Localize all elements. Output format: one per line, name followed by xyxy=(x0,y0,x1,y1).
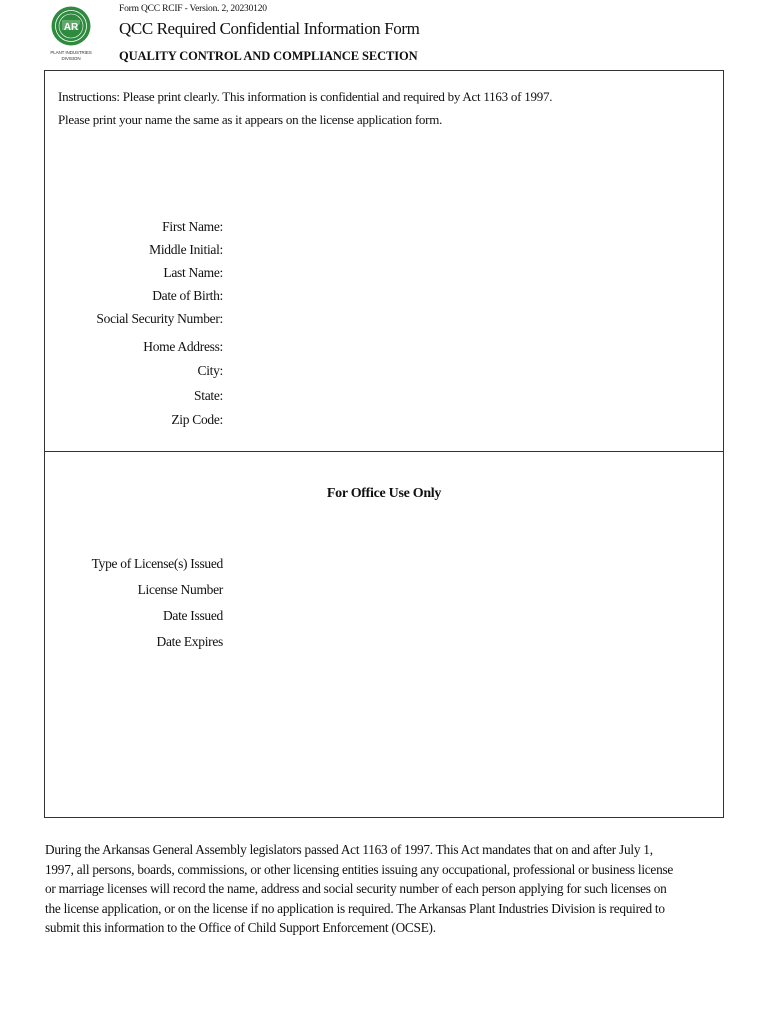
agency-logo xyxy=(47,6,95,64)
notice-line: During the Arkansas General Assembly legislators passed Act 1163 of 1997. This Act mandates that on and after July 1, xyxy=(45,842,653,857)
middle-initial-label: Middle Initial: xyxy=(149,242,223,257)
office-use-title: For Office Use Only xyxy=(326,486,442,501)
arkansas-seal-icon xyxy=(51,6,91,46)
office-use-section xyxy=(44,451,724,818)
last-name-label: Last Name: xyxy=(163,265,223,280)
license-number-label: License Number xyxy=(137,582,223,597)
page-title: QCC Required Confidential Information Form xyxy=(119,19,420,38)
ssn-label: Social Security Number: xyxy=(96,311,223,326)
notice-line: or marriage licenses will record the name, address and social security number of each person applying for such licenses on xyxy=(45,881,667,896)
state-label: State: xyxy=(194,388,223,403)
instructions-line-2: Please print your name the same as it appears on the license application form. xyxy=(58,112,443,127)
city-label: City: xyxy=(197,363,223,378)
personal-info-section xyxy=(44,70,724,452)
date-of-birth-label: Date of Birth: xyxy=(152,288,223,303)
logo-caption: PLANT INDUSTRIES DIVISION xyxy=(50,50,92,61)
first-name-label: First Name: xyxy=(162,219,223,234)
notice-line: the license application, or on the license if no application is required. The Arkansas Plant Industries Division is required to xyxy=(45,900,665,916)
form-id: Form QCC RCIF - Version. 2, 20230120 xyxy=(119,4,267,14)
zip-code-label: Zip Code: xyxy=(171,412,223,427)
instructions-line-1: Instructions: Please print clearly. This information is confidential and required by Act 1163 of 1997. xyxy=(58,89,553,104)
home-address-label: Home Address: xyxy=(143,339,223,354)
section-title: QUALITY CONTROL AND COMPLIANCE SECTION xyxy=(119,49,418,63)
notice-line: submit this information to the Office of Child Support Enforcement (OCSE). xyxy=(45,920,436,935)
act-notice-paragraph xyxy=(45,840,735,938)
notice-line: 1997, all persons, boards, commissions, or other licensing entities issuing any occupational, professional or business license xyxy=(45,861,674,877)
license-type-label: Type of License(s) Issued xyxy=(91,556,223,571)
date-expires-label: Date Expires xyxy=(156,634,223,649)
date-issued-label: Date Issued xyxy=(162,608,223,623)
logo-initials: AR xyxy=(63,22,79,33)
